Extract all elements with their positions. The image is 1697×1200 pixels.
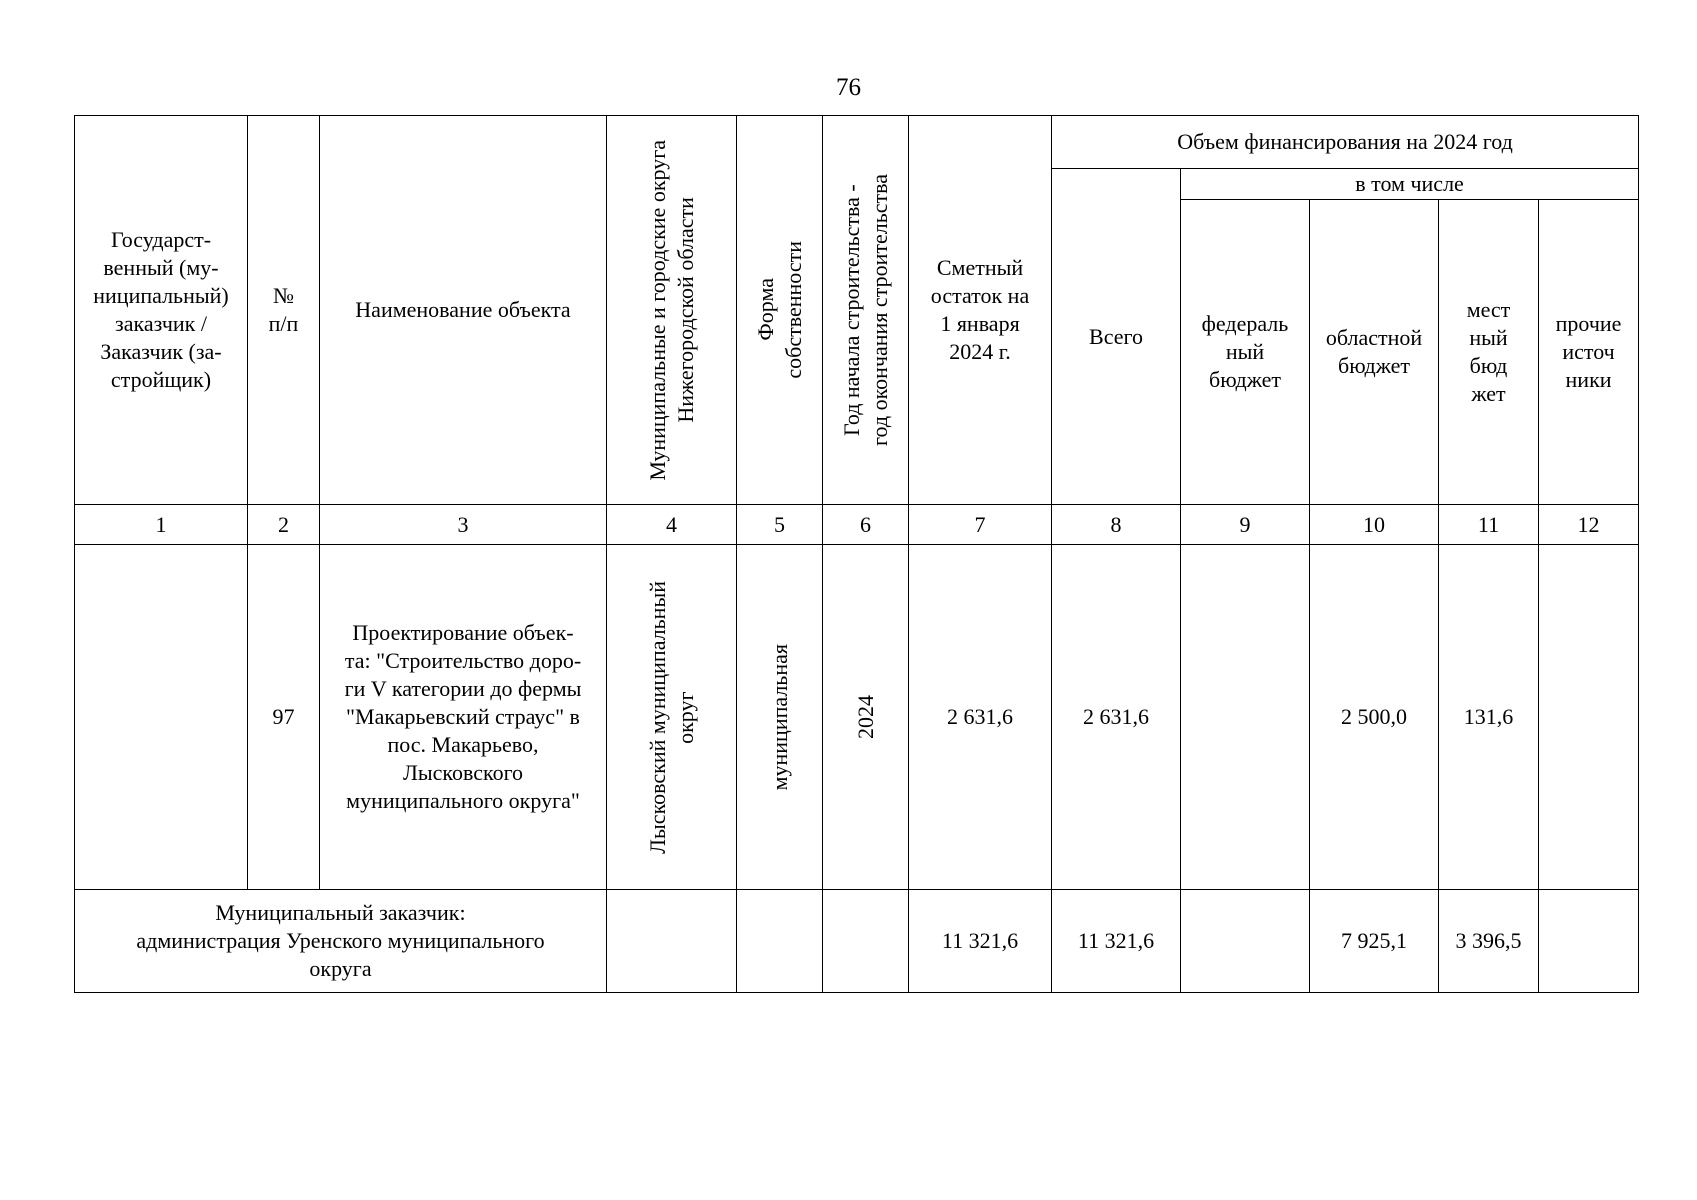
header-estimate-balance: Сметный остаток на 1 января 2024 г. bbox=[909, 116, 1052, 505]
summary-empty-cell bbox=[823, 890, 909, 993]
header-total: Всего bbox=[1052, 169, 1181, 505]
header-financing-group: Объем финансирования на 2024 год bbox=[1052, 116, 1639, 169]
summary-local: 3 396,5 bbox=[1439, 890, 1539, 993]
column-number: 9 bbox=[1181, 505, 1310, 545]
column-number: 7 bbox=[909, 505, 1052, 545]
summary-federal bbox=[1181, 890, 1310, 993]
financing-table bbox=[74, 115, 1639, 993]
row-customer bbox=[75, 545, 248, 890]
header-local: мест ный бюд жет bbox=[1439, 200, 1539, 505]
row-ownership-cell bbox=[737, 545, 823, 890]
header-ownership-cell bbox=[737, 116, 823, 505]
column-number: 6 bbox=[823, 505, 909, 545]
column-number: 4 bbox=[607, 505, 737, 545]
header-object-name: Наименование объекта bbox=[320, 116, 607, 505]
header-other: прочие источ ники bbox=[1539, 200, 1639, 505]
row-local: 131,6 bbox=[1439, 545, 1539, 890]
row-district-cell bbox=[607, 545, 737, 890]
summary-empty-cell bbox=[607, 890, 737, 993]
column-number: 3 bbox=[320, 505, 607, 545]
row-regional: 2 500,0 bbox=[1310, 545, 1439, 890]
header-years: Год начала строительства - год окончания строительства bbox=[838, 174, 892, 446]
summary-empty-cell bbox=[737, 890, 823, 993]
header-regional: областной бюджет bbox=[1310, 200, 1439, 505]
column-number: 12 bbox=[1539, 505, 1639, 545]
row-years-cell bbox=[823, 545, 909, 890]
summary-estimate-balance: 11 321,6 bbox=[909, 890, 1052, 993]
row-district: Лысковский муниципальный округ bbox=[644, 580, 698, 854]
column-number: 5 bbox=[737, 505, 823, 545]
table-row bbox=[75, 545, 1639, 890]
row-years: 2024 bbox=[852, 695, 878, 739]
row-total: 2 631,6 bbox=[1052, 545, 1181, 890]
row-estimate-balance: 2 631,6 bbox=[909, 545, 1052, 890]
page-number: 76 bbox=[836, 74, 861, 101]
row-ownership: муниципальная bbox=[766, 643, 792, 791]
column-number: 10 bbox=[1310, 505, 1439, 545]
row-federal bbox=[1181, 545, 1310, 890]
header-district-cell bbox=[607, 116, 737, 505]
summary-row bbox=[75, 890, 1639, 993]
header-federal: федераль ный бюджет bbox=[1181, 200, 1310, 505]
summary-label: Муниципальный заказчик: администрация Уренского муниципального округа bbox=[75, 890, 607, 993]
row-object-name: Проектирование объек- та: "Строительство доро- ги V категории до фермы "Макарьевский страус" в пос. Макарьево, Лысковского муниципального округа" bbox=[320, 545, 607, 890]
column-number: 8 bbox=[1052, 505, 1181, 545]
summary-regional: 7 925,1 bbox=[1310, 890, 1439, 993]
summary-other bbox=[1539, 890, 1639, 993]
header-number: № п/п bbox=[248, 116, 320, 505]
header-including: в том числе bbox=[1181, 169, 1639, 200]
header-ownership: Форма собственности bbox=[752, 241, 806, 379]
row-number: 97 bbox=[248, 545, 320, 890]
column-number: 1 bbox=[75, 505, 248, 545]
column-number: 2 bbox=[248, 505, 320, 545]
header-years-cell bbox=[823, 116, 909, 505]
header-district: Муниципальные и городские округа Нижегородской области bbox=[644, 139, 698, 481]
row-other bbox=[1539, 545, 1639, 890]
header-customer: Государст- венный (му- ниципальный) заказчик / Заказчик (за- стройщик) bbox=[75, 116, 248, 505]
column-number: 11 bbox=[1439, 505, 1539, 545]
summary-total: 11 321,6 bbox=[1052, 890, 1181, 993]
